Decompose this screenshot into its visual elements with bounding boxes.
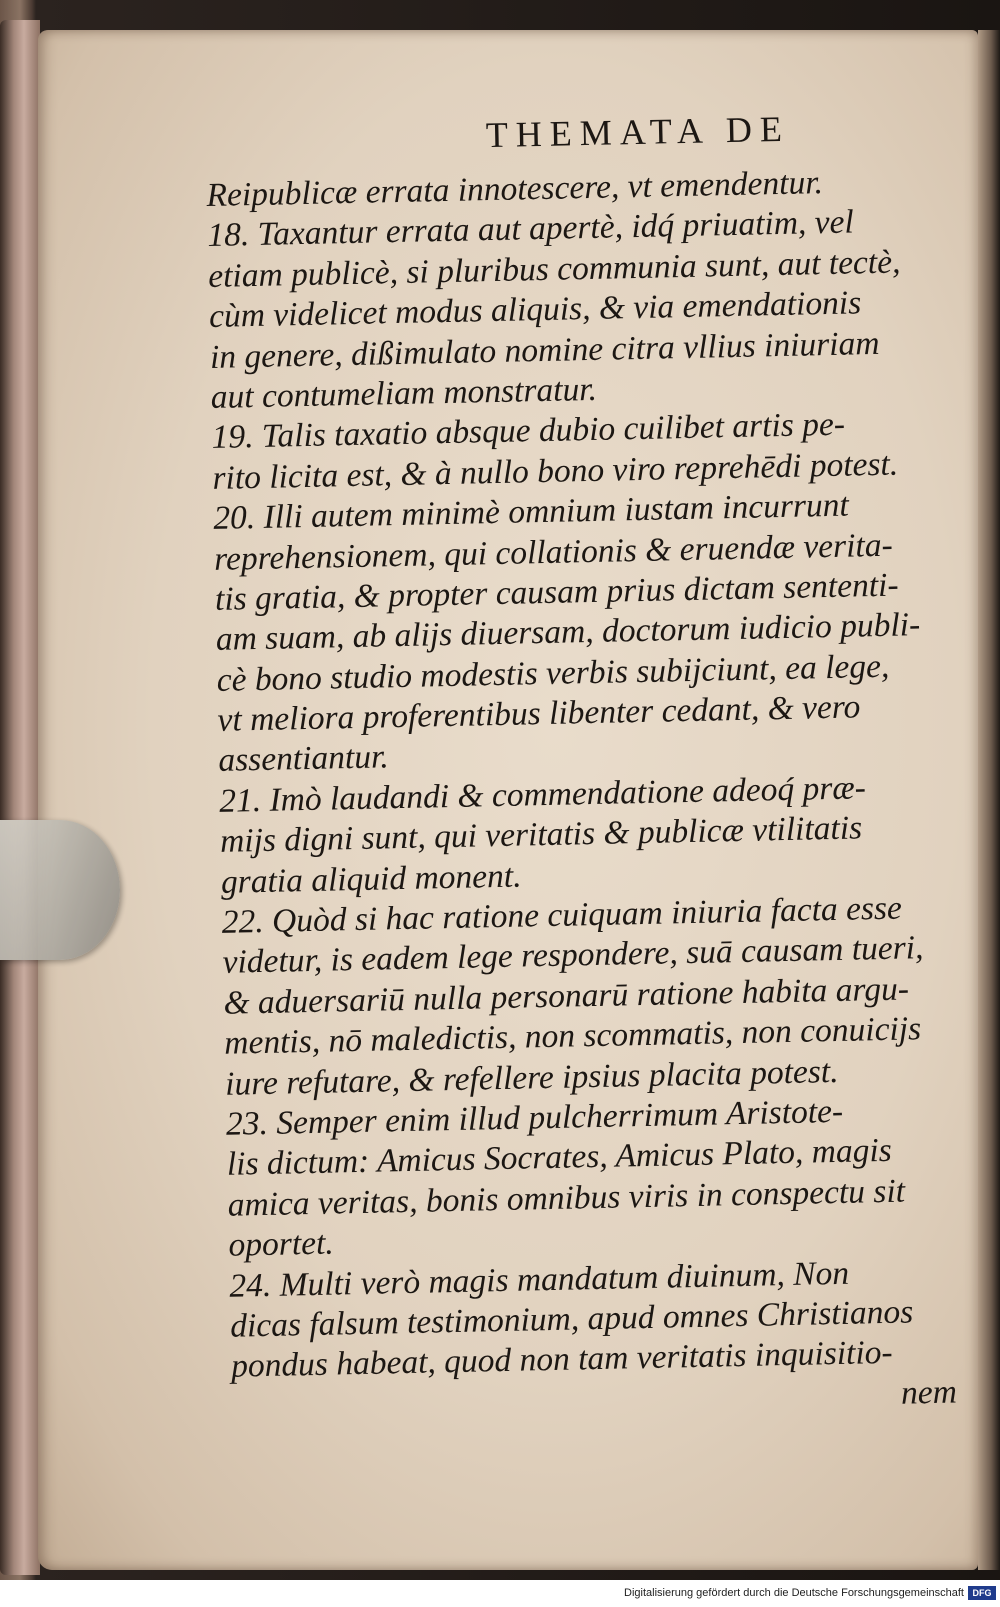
running-head: THEMATA DE xyxy=(485,108,791,156)
text-line: 18. Taxantur errata aut apertè, idq́ priuatim, vel xyxy=(207,203,855,255)
text-line: lis dictum: Amicus Socrates, Amicus Plato, magis xyxy=(226,1132,893,1184)
dfg-logo: DFG xyxy=(968,1586,996,1600)
text-line: cùm videlicet modus aliquis, & via emendationis xyxy=(208,284,862,336)
text-line: etiam publicè, si pluribus communia sunt, aut tectè, xyxy=(207,243,901,295)
text-line: mijs digni sunt, qui veritatis & publicæ vtilitatis xyxy=(219,809,863,861)
text-line: mentis, nō maledictis, non scommatis, non conuicijs xyxy=(223,1010,922,1062)
page-clip xyxy=(0,820,120,960)
text-line: rito licita est, & à nullo bono viro reprehēdi potest. xyxy=(212,445,899,497)
text-line: reprehensionem, qui collationis & eruendæ verita- xyxy=(213,526,894,578)
text-line: 21. Imò laudandi & commendatione adeoq́ præ- xyxy=(218,769,867,820)
page-right-edge xyxy=(978,30,1000,1570)
text-line: Reipublicæ errata innotescere, vt emendentur. xyxy=(206,164,824,214)
text-line: in genere, dißimulato nomine citra vllius iniuriam xyxy=(209,324,880,376)
text-line: dicas falsum testimonium, apud omnes Christianos xyxy=(229,1293,914,1345)
text-line: gratia aliquid monent. xyxy=(220,857,522,901)
footer-credit: Digitalisierung gefördert durch die Deutsche Forschungsgemeinschaft xyxy=(624,1587,964,1599)
text-line: cè bono studio modestis verbis subijciunt, ea lege, xyxy=(216,647,890,699)
text-line: 22. Quòd si hac ratione cuiquam iniuria facta esse xyxy=(221,889,903,941)
text-line: assentiantur. xyxy=(218,738,390,780)
text-line: pondus habeat, quod non tam veritatis inquisitio- xyxy=(230,1334,893,1386)
text-line: aut contumeliam monstratur. xyxy=(210,370,598,416)
text-line: oportet. xyxy=(228,1224,335,1264)
text-line: & aduersariū nulla personarū ratione habita argu- xyxy=(223,970,910,1022)
text-line: 20. Illi autem minimè omnium iustam incurrunt xyxy=(212,486,850,538)
text-line: videtur, is eadem lege respondere, suā causam tueri, xyxy=(222,929,924,982)
book-spine-edge xyxy=(0,20,40,1575)
text-line: 23. Semper enim illud pulcherrimum Aristote- xyxy=(225,1092,844,1143)
text-line: 19. Talis taxatio absque dubio cuilibet artis pe- xyxy=(211,406,846,457)
text-line: vt meliora proferentibus libenter cedant, & vero xyxy=(217,688,861,739)
text-line: am suam, ab alijs diuersam, doctorum iudicio publi- xyxy=(215,606,921,659)
text-line: iure refutare, & refellere ipsius placita potest. xyxy=(224,1052,839,1103)
text-line: tis gratia, & propter causam prius dictam sententi- xyxy=(214,566,899,618)
page-text-block xyxy=(205,104,977,1427)
digitization-footer xyxy=(0,1580,1000,1607)
text-line: 24. Multi verò magis mandatum diuinum, Non xyxy=(229,1254,850,1305)
text-lines xyxy=(206,160,977,1427)
text-line: amica veritas, bonis omnibus viris in conspectu sit xyxy=(227,1172,906,1224)
catchword: nem xyxy=(900,1373,958,1412)
